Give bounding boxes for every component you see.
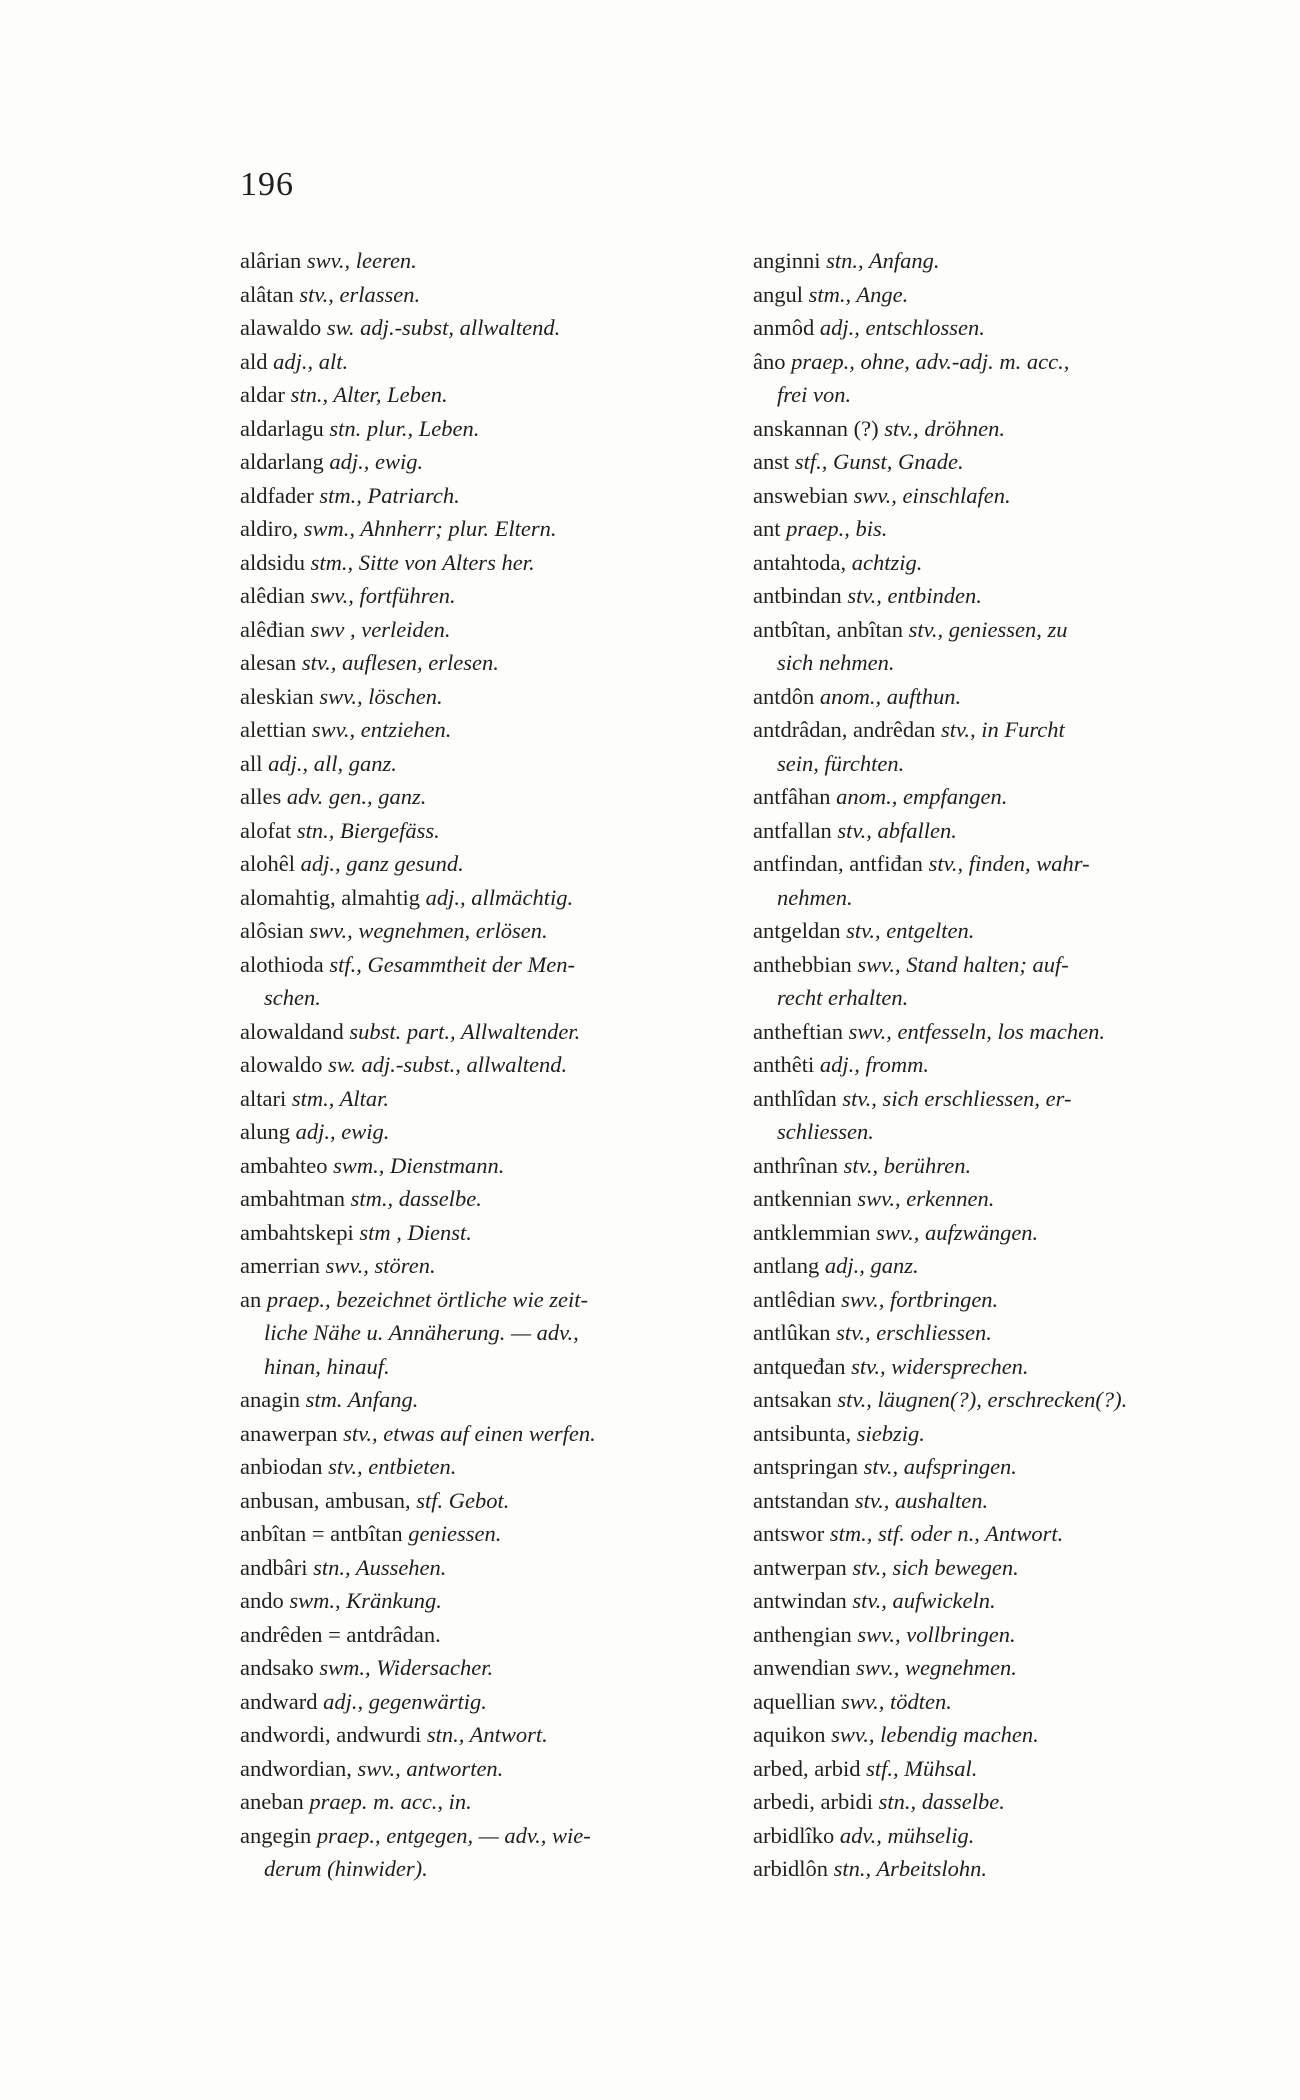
grammar-gloss: swv., leeren. xyxy=(301,248,417,273)
dictionary-entry xyxy=(240,613,710,647)
headword: anthêti xyxy=(753,1052,815,1077)
grammar-gloss: stn., Anfang. xyxy=(820,248,940,273)
dictionary-entry xyxy=(753,579,1223,613)
dictionary-entry xyxy=(753,680,1223,714)
dictionary-entry xyxy=(240,1249,710,1283)
headword: an xyxy=(240,1286,262,1312)
page-number: 196 xyxy=(240,166,294,203)
grammar-gloss: stn., Biergefäss. xyxy=(291,817,440,843)
entry-continuation: frei von. xyxy=(777,382,852,407)
headword: alung xyxy=(240,1119,290,1144)
dictionary-entry xyxy=(240,1417,710,1451)
dictionary-entry xyxy=(240,1517,710,1551)
dictionary-entry xyxy=(753,713,1223,780)
headword: anbiodan xyxy=(240,1454,323,1479)
headword: aneban xyxy=(240,1789,304,1814)
headword: anthebbian xyxy=(753,951,852,977)
grammar-gloss: adj., ewig. xyxy=(323,449,424,474)
headword: ambahtskepi xyxy=(240,1219,354,1245)
dictionary-entry xyxy=(240,948,710,1015)
dictionary-entry xyxy=(240,1216,710,1250)
headword: all xyxy=(240,750,263,776)
dictionary-entry xyxy=(240,847,710,881)
headword: anbîtan = antbîtan xyxy=(240,1521,403,1546)
dictionary-entry xyxy=(240,412,710,446)
headword: aldsidu xyxy=(240,549,305,575)
headword: antlêdian xyxy=(753,1286,836,1312)
dictionary-entry xyxy=(753,780,1223,814)
dictionary-entry xyxy=(240,311,710,345)
grammar-gloss: praep., ohne, adv.-adj. m. acc., xyxy=(785,348,1070,374)
grammar-gloss: stm., Sitte von Alters her. xyxy=(305,549,535,575)
dictionary-entry xyxy=(753,1584,1223,1618)
grammar-gloss: stm , Dienst. xyxy=(353,1219,472,1245)
grammar-gloss: stv., dröhnen. xyxy=(878,415,1006,441)
grammar-gloss: swv., tödten. xyxy=(835,1688,952,1714)
grammar-gloss: subst. part., Allwaltender. xyxy=(343,1018,581,1044)
headword: alârian xyxy=(240,248,302,273)
headword: anawerpan xyxy=(240,1420,338,1446)
grammar-gloss: adj., ganz gesund. xyxy=(294,851,464,876)
dictionary-entry xyxy=(753,512,1223,546)
grammar-gloss: stn., dasselbe. xyxy=(872,1789,1005,1814)
dictionary-entry xyxy=(753,244,1223,278)
dictionary-entry xyxy=(753,546,1223,580)
dictionary-entry xyxy=(240,680,710,714)
grammar-gloss: adv., mühselig. xyxy=(834,1822,975,1848)
grammar-gloss: swv., vollbringen. xyxy=(851,1621,1016,1647)
headword: âno xyxy=(753,348,786,374)
dictionary-entry xyxy=(753,345,1223,412)
dictionary-entry xyxy=(753,914,1223,948)
grammar-gloss: swv., entziehen. xyxy=(306,717,452,742)
headword: anthengian xyxy=(753,1621,852,1647)
grammar-gloss: adj., fromm. xyxy=(814,1052,930,1077)
headword: andwordian, xyxy=(240,1755,352,1781)
grammar-gloss: stv., sich erschliessen, er- xyxy=(836,1085,1072,1111)
dictionary-entry xyxy=(753,1819,1223,1853)
grammar-gloss: swv., lebendig machen. xyxy=(825,1722,1039,1747)
grammar-gloss: stv., läugnen(?), erschrecken(?). xyxy=(831,1387,1128,1412)
entry-continuation: schen. xyxy=(264,985,321,1010)
grammar-gloss: stv., widersprechen. xyxy=(845,1353,1029,1379)
grammar-gloss: stf., Gunst, Gnade. xyxy=(789,449,964,474)
headword: andrêden = antdrâdan. xyxy=(240,1621,441,1647)
headword: aleskian xyxy=(240,683,314,709)
headword: andsako xyxy=(240,1655,314,1680)
dictionary-entry xyxy=(240,1048,710,1082)
grammar-gloss: sw. adj.-subst, allwaltend. xyxy=(321,315,561,340)
headword: alomahtig, almahtig xyxy=(240,884,420,910)
dictionary-entry xyxy=(753,1182,1223,1216)
dictionary-entry xyxy=(240,1182,710,1216)
grammar-gloss: anom., aufthun. xyxy=(814,683,962,709)
dictionary-entry xyxy=(753,311,1223,345)
grammar-gloss: swv., wegnehmen. xyxy=(850,1655,1017,1680)
grammar-gloss: praep., bezeichnet örtliche wie zeit- xyxy=(261,1286,589,1312)
headword: andwordi, andwurdi xyxy=(240,1722,422,1747)
grammar-gloss: stv., finden, wahr- xyxy=(922,851,1090,876)
grammar-gloss: praep., bis. xyxy=(780,516,888,541)
grammar-gloss: stv., entbieten. xyxy=(322,1454,457,1479)
dictionary-entry xyxy=(753,1718,1223,1752)
headword: antsakan xyxy=(753,1387,832,1412)
dictionary-entry xyxy=(753,1551,1223,1585)
dictionary-entry xyxy=(753,1785,1223,1819)
dictionary-entry xyxy=(240,579,710,613)
dictionary-entry xyxy=(753,1383,1223,1417)
entry-continuation: recht erhalten. xyxy=(777,985,909,1010)
grammar-gloss: adj., gegenwärtig. xyxy=(317,1688,487,1714)
grammar-gloss: praep., entgegen, — adv., wie- xyxy=(311,1822,591,1848)
headword: alawaldo xyxy=(240,315,322,340)
headword: antfâhan xyxy=(753,784,831,809)
grammar-gloss: siebzig. xyxy=(851,1420,925,1446)
headword: aldarlagu xyxy=(240,415,324,441)
grammar-gloss: swv., wegnehmen, erlösen. xyxy=(303,918,548,943)
dictionary-entry xyxy=(753,1249,1223,1283)
right-column xyxy=(753,244,1223,1886)
headword: angul xyxy=(753,281,803,307)
grammar-gloss: stm., Altar. xyxy=(286,1085,389,1111)
headword: alothioda xyxy=(240,951,324,977)
grammar-gloss: stv., etwas auf einen werfen. xyxy=(337,1420,596,1446)
headword: anthlîdan xyxy=(753,1085,837,1111)
headword: arbidlîko xyxy=(753,1822,835,1848)
grammar-gloss: swv., antworten. xyxy=(351,1755,504,1781)
headword: antgeldan xyxy=(753,918,841,943)
dictionary-entry xyxy=(240,1450,710,1484)
headword: alofat xyxy=(240,817,292,843)
dictionary-entry xyxy=(240,1584,710,1618)
dictionary-entry xyxy=(753,1149,1223,1183)
left-column xyxy=(240,244,710,1886)
grammar-gloss: swv., erkennen. xyxy=(851,1186,995,1211)
grammar-gloss: stv., auflesen, erlesen. xyxy=(296,650,499,675)
grammar-gloss: swv , verleiden. xyxy=(304,616,451,642)
grammar-gloss: stn., Aussehen. xyxy=(307,1554,447,1580)
headword: alâtan xyxy=(240,281,294,307)
dictionary-entry xyxy=(753,1685,1223,1719)
grammar-gloss: stm. Anfang. xyxy=(299,1387,419,1412)
grammar-gloss: adj., entschlossen. xyxy=(814,315,985,340)
grammar-gloss: stv., aufwickeln. xyxy=(846,1588,996,1613)
headword: andward xyxy=(240,1688,318,1714)
headword: antahtoda, xyxy=(753,549,847,575)
grammar-gloss: swm., Ahnherr; plur. Eltern. xyxy=(298,516,557,541)
dictionary-entry xyxy=(240,1015,710,1049)
dictionary-entry xyxy=(240,1618,710,1652)
dictionary-entry xyxy=(753,1484,1223,1518)
dictionary-entry xyxy=(240,512,710,546)
headword: alowaldand xyxy=(240,1018,344,1044)
headword: arbedi, arbidi xyxy=(753,1789,873,1814)
dictionary-entry xyxy=(240,1082,710,1116)
dictionary-entry xyxy=(753,1048,1223,1082)
headword: alôsian xyxy=(240,918,304,943)
grammar-gloss: achtzig. xyxy=(846,549,923,575)
dictionary-entry xyxy=(753,1752,1223,1786)
headword: antlûkan xyxy=(753,1320,831,1345)
grammar-gloss: adj., ewig. xyxy=(290,1119,390,1144)
headword: antstandan xyxy=(753,1487,850,1513)
dictionary-entry xyxy=(753,1852,1223,1886)
grammar-gloss: swv., einschlafen. xyxy=(847,482,1011,508)
grammar-gloss: swv., fortführen. xyxy=(304,583,456,608)
grammar-gloss: stf., Mühsal. xyxy=(860,1755,978,1781)
headword: arbidlôn xyxy=(753,1856,828,1881)
headword: answebian xyxy=(753,482,848,508)
grammar-gloss: stv., aufspringen. xyxy=(857,1454,1017,1479)
dictionary-entry xyxy=(240,1484,710,1518)
grammar-gloss: adj., allmächtig. xyxy=(419,884,574,910)
dictionary-entry xyxy=(753,1316,1223,1350)
grammar-gloss: stv., sich bewegen. xyxy=(846,1554,1019,1580)
headword: aquellian xyxy=(753,1688,836,1714)
dictionary-entry xyxy=(240,1752,710,1786)
dictionary-entry xyxy=(240,278,710,312)
headword: alêdian xyxy=(240,583,305,608)
grammar-gloss: stv., geniessen, zu xyxy=(902,616,1068,642)
grammar-gloss: adj., alt. xyxy=(267,348,349,374)
headword: anginni xyxy=(753,248,821,273)
dictionary-entry xyxy=(753,1015,1223,1049)
headword: ando xyxy=(240,1588,284,1613)
grammar-gloss: stn., Antwort. xyxy=(421,1722,548,1747)
headword: anagin xyxy=(240,1387,300,1412)
grammar-gloss: geniessen. xyxy=(402,1521,502,1546)
entry-continuation: derum (hinwider). xyxy=(264,1856,428,1881)
headword: arbed, arbid xyxy=(753,1755,861,1781)
grammar-gloss: adj., ganz. xyxy=(819,1253,919,1278)
headword: aldar xyxy=(240,382,285,407)
headword: anskannan (?) xyxy=(753,415,879,441)
grammar-gloss: stm., stf. oder n., Antwort. xyxy=(824,1521,1064,1546)
headword: antfindan, antfiđan xyxy=(753,851,923,876)
grammar-gloss: swv., Stand halten; auf- xyxy=(851,951,1069,977)
headword: aldfader xyxy=(240,482,314,508)
dictionary-entry xyxy=(753,1517,1223,1551)
dictionary-entry xyxy=(753,1450,1223,1484)
headword: angegin xyxy=(240,1822,312,1848)
grammar-gloss: anom., empfangen. xyxy=(830,784,1008,809)
headword: antheftian xyxy=(753,1018,843,1044)
grammar-gloss: stv., aushalten. xyxy=(849,1487,989,1513)
dictionary-entry xyxy=(753,948,1223,1015)
dictionary-entry xyxy=(753,1417,1223,1451)
grammar-gloss: stv., erschliessen. xyxy=(830,1320,992,1345)
dictionary-entry xyxy=(753,847,1223,914)
dictionary-entry xyxy=(240,914,710,948)
grammar-gloss: swv., aufzwängen. xyxy=(870,1219,1039,1245)
headword: antklemmian xyxy=(753,1219,871,1245)
dictionary-entry xyxy=(753,1350,1223,1384)
entry-continuation: nehmen. xyxy=(777,884,853,910)
headword: antsibunta, xyxy=(753,1420,852,1446)
dictionary-entry xyxy=(240,479,710,513)
headword: antbîtan, anbîtan xyxy=(753,616,903,642)
grammar-gloss: stn., Alter, Leben. xyxy=(284,382,448,407)
dictionary-entry xyxy=(240,1685,710,1719)
headword: ant xyxy=(753,516,781,541)
headword: alettian xyxy=(240,717,307,742)
grammar-gloss: stm., Ange. xyxy=(803,281,909,307)
headword: anmôd xyxy=(753,315,815,340)
grammar-gloss: stm., dasselbe. xyxy=(344,1186,482,1211)
headword: anbusan, ambusan, xyxy=(240,1487,411,1513)
headword: alohêl xyxy=(240,851,295,876)
grammar-gloss: praep. m. acc., in. xyxy=(303,1789,472,1814)
entry-continuation: schliessen. xyxy=(777,1119,874,1144)
dictionary-entry xyxy=(753,278,1223,312)
dictionary-entry xyxy=(240,646,710,680)
grammar-gloss: stf., Gesammtheit der Men- xyxy=(323,951,575,977)
dictionary-entry xyxy=(240,244,710,278)
dictionary-entry xyxy=(753,1082,1223,1149)
headword: ambahtman xyxy=(240,1186,345,1211)
grammar-gloss: adv. gen., ganz. xyxy=(281,784,427,809)
headword: antswor xyxy=(753,1521,825,1546)
dictionary-entry xyxy=(240,780,710,814)
headword: aquikon xyxy=(753,1722,826,1747)
grammar-gloss: adj., all, ganz. xyxy=(262,750,397,776)
headword: anst xyxy=(753,449,790,474)
dictionary-entry xyxy=(240,1149,710,1183)
dictionary-entry xyxy=(753,445,1223,479)
dictionary-entry xyxy=(753,613,1223,680)
headword: alles xyxy=(240,784,282,809)
dictionary-entry xyxy=(240,1115,710,1149)
dictionary-entry xyxy=(240,378,710,412)
headword: amerrian xyxy=(240,1253,320,1278)
entry-continuation: liche Nähe u. Annäherung. — adv., xyxy=(264,1320,579,1345)
headword: antdôn xyxy=(753,683,815,709)
grammar-gloss: stm., Patriarch. xyxy=(313,482,460,508)
grammar-gloss: swv., stören. xyxy=(319,1253,436,1278)
dictionary-entry xyxy=(240,1651,710,1685)
dictionary-entry xyxy=(240,1551,710,1585)
grammar-gloss: swv., löschen. xyxy=(313,683,443,709)
grammar-gloss: stv., abfallen. xyxy=(831,817,957,843)
grammar-gloss: swv., entfesseln, los machen. xyxy=(842,1018,1106,1044)
grammar-gloss: stv., in Furcht xyxy=(935,717,1065,742)
dictionary-entry xyxy=(240,1718,710,1752)
dictionary-entry xyxy=(240,713,710,747)
headword: andbâri xyxy=(240,1554,308,1580)
grammar-gloss: swm., Dienstmann. xyxy=(327,1152,505,1178)
headword: alesan xyxy=(240,650,297,675)
dictionary-entry xyxy=(753,1618,1223,1652)
dictionary-entry xyxy=(240,881,710,915)
headword: anwendian xyxy=(753,1655,851,1680)
dictionary-entry xyxy=(240,747,710,781)
headword: antfallan xyxy=(753,817,832,843)
dictionary-entry xyxy=(753,1216,1223,1250)
grammar-gloss: stn., Arbeitslohn. xyxy=(827,1856,987,1881)
grammar-gloss: stv., berühren. xyxy=(837,1152,972,1178)
dictionary-entry xyxy=(753,479,1223,513)
headword: ambahteo xyxy=(240,1152,328,1178)
headword: antspringan xyxy=(753,1454,858,1479)
dictionary-entry xyxy=(753,412,1223,446)
headword: alowaldo xyxy=(240,1052,323,1077)
dictionary-entry xyxy=(240,1283,710,1384)
grammar-gloss: stv., entgelten. xyxy=(840,918,975,943)
headword: antlang xyxy=(753,1253,820,1278)
dictionary-entry xyxy=(753,814,1223,848)
headword: alêđian xyxy=(240,616,305,642)
dictionary-entry xyxy=(753,1283,1223,1317)
dictionary-entry xyxy=(240,814,710,848)
grammar-gloss: stv., erlassen. xyxy=(293,281,421,307)
headword: ald xyxy=(240,348,268,374)
headword: antqueđan xyxy=(753,1353,846,1379)
dictionary-entry xyxy=(240,546,710,580)
dictionary-entry xyxy=(753,1651,1223,1685)
entry-continuation: sich nehmen. xyxy=(777,650,895,675)
headword: antbindan xyxy=(753,583,842,608)
grammar-gloss: stv., entbinden. xyxy=(841,583,982,608)
headword: altari xyxy=(240,1085,287,1111)
grammar-gloss: swm., Widersacher. xyxy=(313,1655,494,1680)
headword: antwerpan xyxy=(753,1554,847,1580)
entry-continuation: sein, fürchten. xyxy=(777,750,905,776)
headword: aldarlang xyxy=(240,449,324,474)
grammar-gloss: sw. adj.-subst., allwaltend. xyxy=(322,1052,568,1077)
dictionary-entry xyxy=(240,1383,710,1417)
dictionary-entry xyxy=(240,345,710,379)
grammar-gloss: stn. plur., Leben. xyxy=(323,415,480,441)
headword: antdrâdan, andrêdan xyxy=(753,717,936,742)
headword: antkennian xyxy=(753,1186,852,1211)
grammar-gloss: swv., fortbringen. xyxy=(835,1286,999,1312)
dictionary-entry xyxy=(240,445,710,479)
headword: antwindan xyxy=(753,1588,847,1613)
grammar-gloss: swm., Kränkung. xyxy=(283,1588,442,1613)
dictionary-entry xyxy=(240,1785,710,1819)
grammar-gloss: stf. Gebot. xyxy=(410,1487,510,1513)
dictionary-entry xyxy=(240,1819,710,1886)
entry-continuation: hinan, hinauf. xyxy=(264,1353,390,1379)
headword: aldiro, xyxy=(240,516,299,541)
headword: anthrînan xyxy=(753,1152,838,1178)
